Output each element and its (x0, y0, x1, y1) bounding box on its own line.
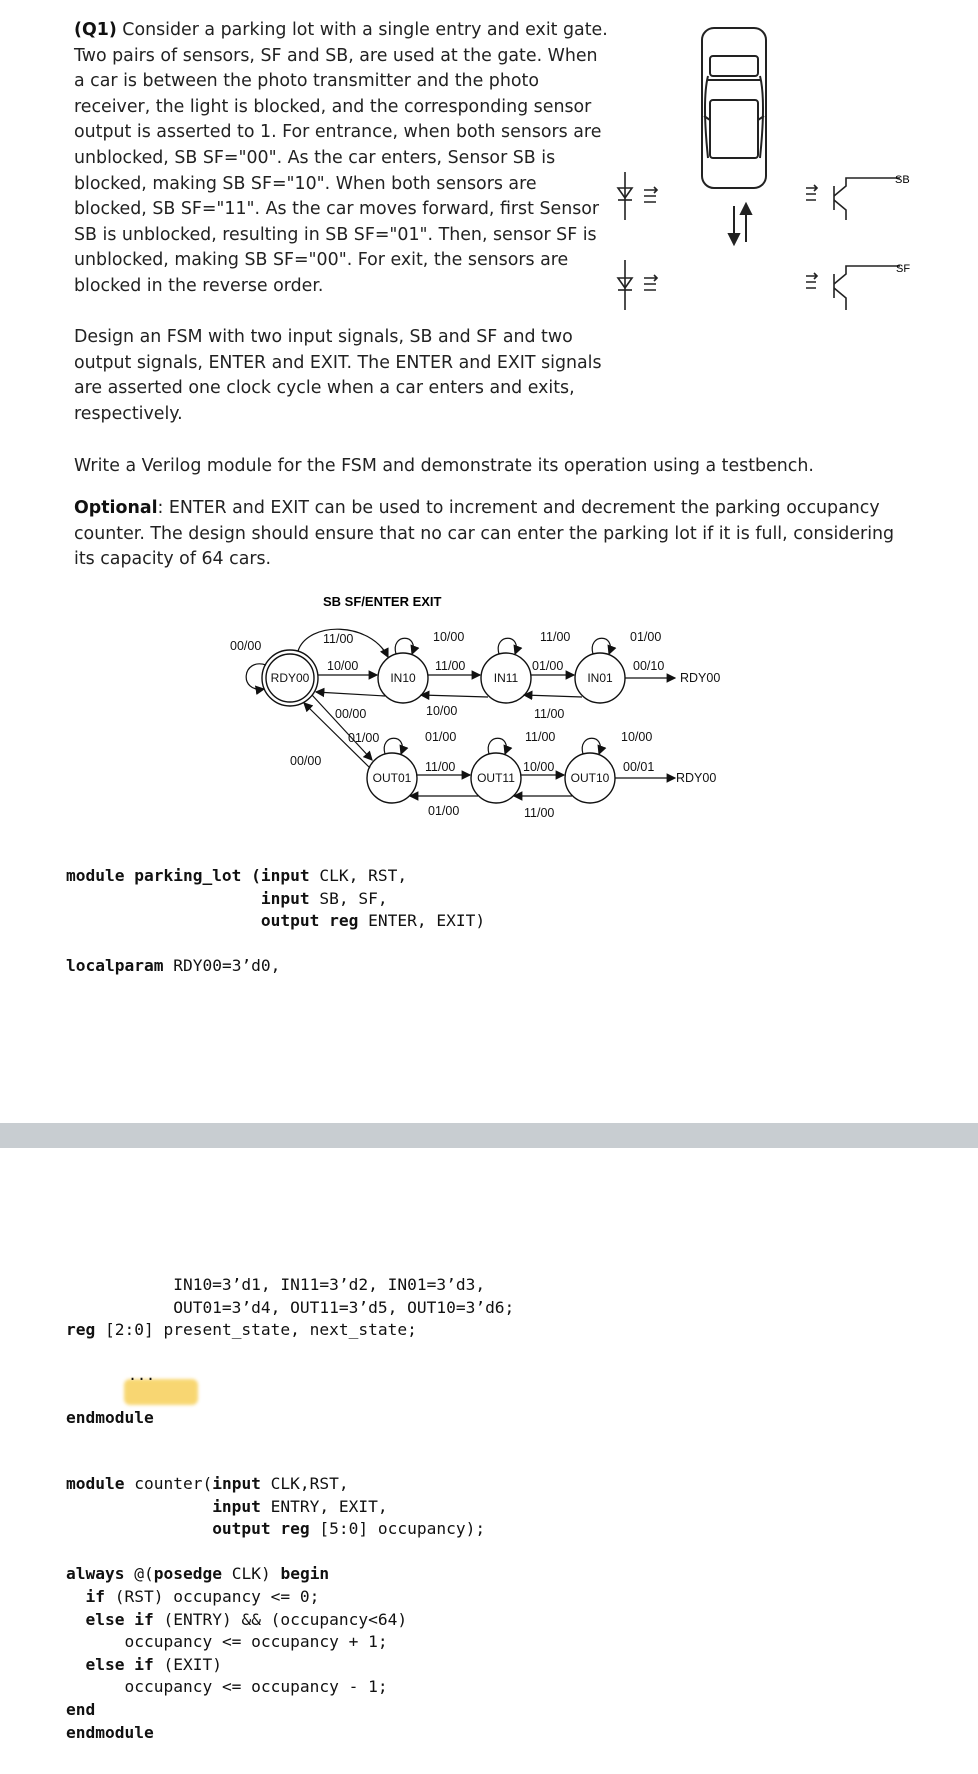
code-ellipsis: ... (128, 1366, 156, 1384)
text-line: unblocked, making SB SF="00". For exit, the sensors are (74, 250, 569, 271)
photo-receiver-sf-icon (806, 266, 900, 310)
direction-arrows-icon (729, 204, 751, 244)
label-out10-exit: 00/01 (623, 760, 655, 774)
text-line: (Q1) Consider a parking lot with a single entry and exit gate. (74, 20, 608, 40)
code-token: (RST) occupancy <= 0; (105, 1586, 320, 1606)
photo-transmitter-sb-icon (618, 172, 657, 220)
text-line: receiver, the light is blocked, and the corresponding sensor (74, 96, 592, 117)
text-line: unblocked, SB SF="00". As the car enters, Sensor SB is (74, 147, 556, 168)
code-token: begin (280, 1564, 330, 1584)
text-line: counter. The design should ensure that no car can enter the parking lot if it is full, considering (74, 523, 895, 544)
sb-sensor-label: SB (895, 174, 910, 186)
text-line: blocked, SB SF="11". As the car moves forward, first Sensor (74, 199, 600, 220)
label-out10-self: 10/00 (621, 730, 653, 744)
code-token: output reg (260, 911, 359, 931)
code-token: if (85, 1586, 105, 1606)
label-rdy-out01-b: 00/00 (290, 754, 322, 768)
loop-out11 (488, 738, 506, 754)
loop-in01 (592, 638, 610, 654)
edge-rdy-out01-a (312, 695, 372, 760)
text-line: respectively. (74, 403, 183, 424)
code-token: occupancy <= occupancy - 1; (124, 1677, 388, 1697)
question-text (74, 18, 608, 300)
code-token: ENTER, EXIT) (358, 911, 486, 931)
code-token: (ENTRY) && (occupancy<64) (153, 1609, 408, 1629)
label-rdy-in10-top: 11/00 (323, 632, 354, 646)
loop-out01 (384, 738, 402, 754)
optional-text (74, 496, 894, 573)
photo-receiver-sb-icon (806, 178, 900, 220)
code-token: reg (66, 1320, 96, 1340)
code-token: SB, SF, (309, 888, 388, 908)
label-in01-self: 01/00 (630, 630, 662, 644)
text-line: Two pairs of sensors, SF and SB, are used at the gate. When (74, 45, 598, 66)
label-in10-self: 10/00 (433, 630, 465, 644)
label-in11-self: 11/00 (540, 630, 571, 644)
code-token: input (260, 888, 310, 908)
code-token: [5:0] occupancy); (309, 1519, 486, 1539)
label-in01-exit: 00/10 (633, 659, 665, 673)
label-in11-back: 10/00 (426, 704, 458, 718)
photo-transmitter-sf-icon (618, 260, 657, 310)
code-token: output reg (212, 1519, 310, 1539)
fsm-diagram (220, 585, 760, 830)
verilog-instruction: Write a Verilog module for the FSM and demonstrate its operation using a testbench. (74, 456, 814, 476)
sensor-figure (610, 20, 920, 320)
sf-sensor-label: SF (896, 263, 911, 275)
text-line: output signals, ENTER and EXIT. The ENTER and EXIT signals (74, 352, 602, 373)
label-out10-back: 11/00 (524, 806, 555, 820)
code-token: always (66, 1564, 125, 1584)
code-token: counter( (124, 1474, 213, 1493)
code-token: else if (85, 1609, 154, 1629)
loop-in11 (498, 638, 516, 654)
label-out01-self: 01/00 (425, 730, 457, 744)
text-line: : ENTER and EXIT can be used to increment and decrement the parking occupancy (157, 498, 880, 518)
label-rdy-in10: 10/00 (327, 659, 359, 673)
label-out01-out11: 11/00 (425, 760, 456, 774)
text-line: blocked, making SB SF="10". When both sensors are (74, 173, 537, 194)
edge-in11-in10 (421, 695, 488, 697)
text-line: its capacity of 64 cars. (74, 549, 272, 570)
fsm-title: SB SF/ENTER EXIT (323, 594, 442, 609)
label-in11-in01: 01/00 (532, 659, 564, 673)
text-line: SB is unblocked, resulting in SB SF="01". Then, sensor SF is (74, 224, 597, 245)
design-text (74, 325, 602, 427)
parking-lot-params-code (66, 1274, 514, 1342)
text-line: Design an FSM with two input signals, SB and SF and two (74, 327, 573, 347)
state-in11-label: IN11 (493, 671, 519, 685)
optional-label: Optional (74, 498, 158, 518)
label-out11-back: 01/00 (428, 804, 460, 818)
code-token: module (66, 1474, 125, 1493)
code-token: ENTRY, EXIT, (260, 1496, 388, 1516)
state-rdy00-label: RDY00 (270, 671, 310, 685)
text-line: are asserted one clock cycle when a car enters and exits, (74, 378, 575, 399)
state-in10-label: IN10 (390, 671, 416, 685)
text-line: blocked in the reverse order. (74, 275, 324, 296)
code-token: (EXIT) (153, 1654, 222, 1674)
code-token: module parking_lot ( (66, 866, 261, 885)
label-in10-back: 00/00 (335, 707, 367, 721)
text-line: output is asserted to 1. For entrance, when both sensors are (74, 122, 602, 143)
label-out10-target: RDY00 (676, 771, 717, 785)
label-in01-target: RDY00 (680, 671, 721, 685)
edge-in01-in11 (524, 695, 582, 697)
loop-in10 (395, 638, 413, 654)
page-divider (0, 1123, 978, 1148)
code-token: [2:0] present_state, next_state; (95, 1320, 417, 1340)
parking-lot-module-code (66, 865, 485, 978)
code-token: input (212, 1496, 261, 1516)
state-in01-label: IN01 (587, 671, 613, 685)
code-token: input (212, 1474, 261, 1493)
code-token: CLK,RST, (260, 1474, 349, 1493)
code-token: posedge (153, 1564, 222, 1584)
code-token: RDY00=3’d0, (163, 956, 281, 976)
code-token: localparam (66, 956, 164, 976)
text-line: a car is between the photo transmitter and the photo (74, 71, 539, 92)
label-rdy-self: 00/00 (230, 639, 262, 653)
code-token: IN10=3’d1, IN11=3’d2, IN01=3’d3, (173, 1275, 486, 1294)
car-icon (702, 28, 766, 188)
state-out11-label: OUT11 (477, 771, 515, 785)
code-token: @( (124, 1564, 154, 1584)
code-token: end (66, 1699, 96, 1719)
code-token: else if (85, 1654, 154, 1674)
counter-module-code (66, 1473, 485, 1744)
loop-out10 (582, 738, 600, 754)
code-token: occupancy <= occupancy + 1; (124, 1632, 388, 1652)
code-token: input (260, 866, 310, 885)
code-token: OUT01=3’d4, OUT11=3’d5, OUT10=3’d6; (173, 1297, 515, 1317)
edge-in10-rdy (316, 692, 385, 696)
state-out01-label: OUT01 (372, 771, 412, 785)
code-token: CLK) (221, 1564, 281, 1584)
state-out10-label: OUT10 (570, 771, 610, 785)
code-token: CLK, RST, (309, 866, 408, 885)
endmodule-1: endmodule (66, 1408, 154, 1427)
label-out11-self: 11/00 (525, 730, 556, 744)
label-out11-out10: 10/00 (523, 760, 555, 774)
label-in01-back: 11/00 (534, 707, 565, 721)
label-in10-in11: 11/00 (435, 659, 466, 673)
code-token: endmodule (66, 1722, 154, 1742)
label-rdy-out01-a: 01/00 (348, 731, 380, 745)
